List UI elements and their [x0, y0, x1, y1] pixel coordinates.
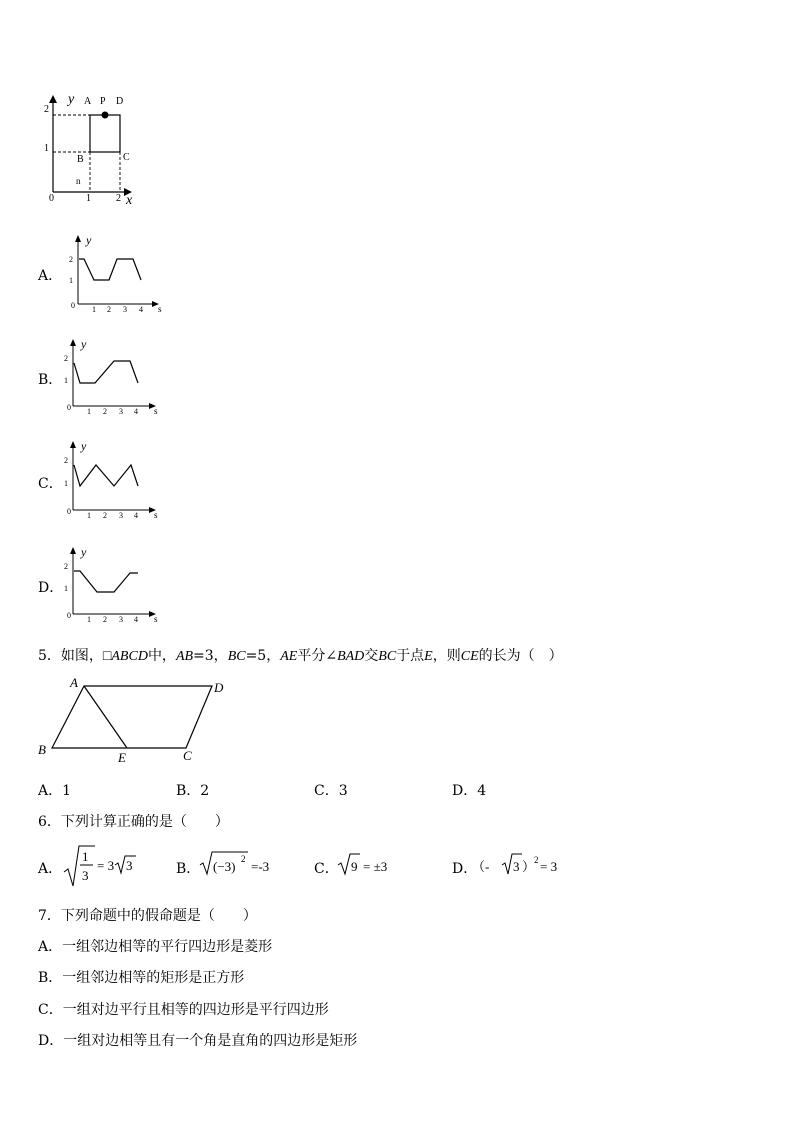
- svg-text:4: 4: [139, 305, 143, 314]
- graph-option-a: [62, 232, 172, 314]
- q6-option-d-letter[interactable]: D．: [452, 861, 478, 877]
- svg-text:2: 2: [103, 511, 107, 520]
- q7-option-c[interactable]: C．一组对边平行且相等的四边形是平行四边形: [38, 1002, 329, 1018]
- q6-option-d-formula[interactable]: [472, 846, 562, 880]
- svg-text:3: 3: [119, 407, 123, 416]
- svg-text:1: 1: [82, 849, 89, 864]
- q6-option-c-formula[interactable]: [336, 846, 406, 880]
- svg-text:1: 1: [87, 511, 91, 520]
- point-c-label: C: [123, 152, 130, 163]
- q5-option-b[interactable]: B．2: [176, 783, 210, 799]
- graph-line: [74, 465, 138, 486]
- svg-text:4: 4: [134, 511, 138, 520]
- point-d-label: D: [116, 96, 124, 107]
- graph-option-c: [58, 438, 168, 522]
- svg-text:4: 4: [134, 615, 138, 624]
- svg-text:1: 1: [64, 479, 68, 488]
- svg-text:= 3: = 3: [540, 859, 558, 874]
- origin-label: 0: [49, 193, 54, 204]
- svg-text:= ±3: = ±3: [363, 859, 388, 874]
- graph-option-b: [58, 336, 168, 418]
- q6-option-b-formula[interactable]: [198, 846, 282, 880]
- graph-line: [74, 361, 138, 383]
- q7-stem: 7．下列命题中的假命题是（ ）: [38, 908, 257, 924]
- svg-text:4: 4: [134, 407, 138, 416]
- svg-text:9: 9: [351, 859, 358, 874]
- svg-text:0: 0: [67, 403, 71, 412]
- q6-option-c-letter[interactable]: C．: [314, 861, 339, 877]
- svg-text:0: 0: [67, 507, 71, 516]
- svg-text:s: s: [154, 406, 158, 416]
- svg-text:3: 3: [119, 511, 123, 520]
- svg-text:1: 1: [64, 376, 68, 385]
- svg-text:s: s: [154, 510, 158, 520]
- svg-text:s: s: [154, 614, 158, 624]
- axis-x-label: x: [126, 193, 133, 208]
- svg-text:=-3: =-3: [251, 859, 270, 874]
- svg-text:3: 3: [119, 615, 123, 624]
- parallelogram-figure: [32, 672, 232, 772]
- q6-option-a-formula[interactable]: [60, 840, 140, 892]
- axis-y-label: y: [68, 92, 75, 107]
- graph-line: [74, 571, 138, 592]
- svg-text:2: 2: [103, 615, 107, 624]
- q6-option-a-letter[interactable]: A．: [38, 861, 63, 877]
- svg-text:1: 1: [64, 584, 68, 593]
- svg-text:y: y: [86, 233, 92, 247]
- svg-text:2: 2: [534, 855, 539, 865]
- y-tick-1: 1: [44, 143, 49, 154]
- svg-text:1: 1: [69, 276, 73, 285]
- svg-text:2: 2: [241, 854, 246, 864]
- svg-text:1: 1: [92, 305, 96, 314]
- q7-option-b[interactable]: B．一组邻边相等的矩形是正方形: [38, 970, 245, 986]
- x-tick-1: 1: [86, 193, 91, 204]
- svg-text:2: 2: [64, 456, 68, 465]
- point-a-label: A: [84, 96, 92, 107]
- point-p-label: P: [100, 96, 106, 107]
- option-b-letter: B．: [38, 372, 63, 388]
- point-b-label: B: [77, 154, 84, 165]
- svg-text:2: 2: [103, 407, 107, 416]
- vertex-e-label: E: [118, 750, 126, 765]
- svg-text:2: 2: [69, 255, 73, 264]
- svg-text:2: 2: [107, 305, 111, 314]
- svg-text:(−3): (−3): [213, 859, 236, 874]
- vertex-a-label: A: [70, 675, 78, 690]
- svg-text:2: 2: [64, 354, 68, 363]
- graph-option-d: [58, 544, 168, 626]
- svg-text:y: y: [81, 337, 87, 351]
- q6-stem: 6．下列计算正确的是（ ）: [38, 814, 229, 830]
- vertex-c-label: C: [183, 748, 192, 763]
- svg-text:）: ）: [522, 859, 536, 874]
- x-tick-2: 2: [116, 193, 121, 204]
- q6-option-b-letter[interactable]: B．: [176, 861, 201, 877]
- option-c-letter: C．: [38, 476, 63, 492]
- q5-option-a[interactable]: A．1: [38, 783, 72, 799]
- svg-text:3: 3: [123, 305, 127, 314]
- vertex-b-label: B: [38, 742, 46, 757]
- svg-text:0: 0: [67, 611, 71, 620]
- y-tick-2: 2: [44, 104, 49, 115]
- q5-stem: 5．如图，□ABCD中，AB=3，BC=5，AE平分∠BAD交BC于点E，则CE的长为（ ）: [38, 648, 563, 664]
- rectangle-coordinate-figure: [40, 88, 150, 208]
- figure-mark: n: [76, 176, 81, 186]
- svg-text:y: y: [81, 439, 87, 453]
- q5-option-d[interactable]: D．4: [452, 783, 487, 799]
- svg-text:2: 2: [64, 562, 68, 571]
- q7-option-a[interactable]: A．一组邻边相等的平行四边形是菱形: [38, 939, 273, 955]
- graph-line: [79, 259, 141, 280]
- svg-text:1: 1: [87, 615, 91, 624]
- vertex-d-label: D: [214, 680, 224, 695]
- svg-text:y: y: [81, 545, 87, 559]
- svg-text:3: 3: [513, 859, 520, 874]
- q7-option-d[interactable]: D．一组对边相等且有一个角是直角的四边形是矩形: [38, 1033, 358, 1049]
- svg-text:3: 3: [82, 868, 89, 883]
- option-d-letter: D．: [38, 580, 64, 596]
- svg-text:0: 0: [71, 301, 75, 310]
- q5-option-c[interactable]: C．3: [314, 783, 348, 799]
- svg-text:3: 3: [126, 858, 133, 873]
- svg-text:（-: （-: [472, 859, 490, 874]
- svg-text:s: s: [158, 304, 162, 314]
- svg-text:= 3: = 3: [97, 858, 115, 873]
- option-a-letter: A．: [38, 268, 63, 284]
- svg-text:1: 1: [87, 407, 91, 416]
